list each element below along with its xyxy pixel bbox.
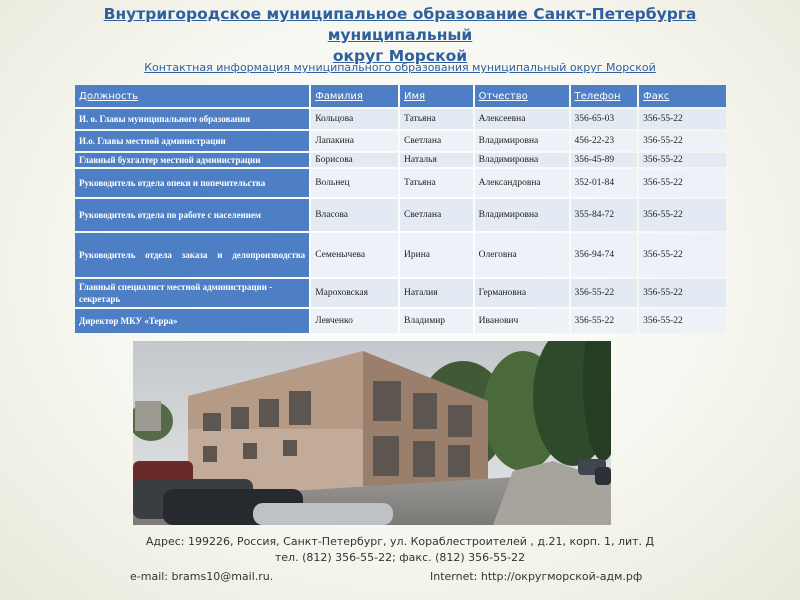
cell-phone: 356-94-74 <box>571 233 638 277</box>
page-title-line-1: Внутригородское муниципальное образование Санкт-Петербурга муниципальный <box>103 5 697 44</box>
cell-patronymic: Александровна <box>475 169 569 197</box>
cell-fax: 356-55-22 <box>639 279 726 307</box>
header-surname[interactable]: Фамилия <box>311 85 398 107</box>
table-row <box>75 199 726 231</box>
cell-name: Светлана <box>400 199 473 231</box>
header-phone[interactable]: Телефон <box>571 85 638 107</box>
header-position[interactable]: Должность <box>75 85 309 107</box>
table-row <box>75 233 726 277</box>
cell-position: Директор МКУ «Терра» <box>75 309 309 333</box>
header-name[interactable]: Имя <box>400 85 473 107</box>
table-header-row <box>75 85 726 107</box>
cell-phone: 356-55-22 <box>571 309 638 333</box>
cell-name: Наталия <box>400 279 473 307</box>
cell-name: Татьяна <box>400 169 473 197</box>
building-photo <box>133 341 611 525</box>
cell-surname: Лапакина <box>311 131 398 151</box>
cell-fax: 356-55-22 <box>639 309 726 333</box>
cell-patronymic: Владимировна <box>475 131 569 151</box>
cell-name: Татьяна <box>400 109 473 129</box>
cell-phone: 355-84-72 <box>571 199 638 231</box>
cell-patronymic: Алексеевна <box>475 109 569 129</box>
internet-text: Internet: http://округморской-адм.рф <box>430 570 643 583</box>
cell-name: Ирина <box>400 233 473 277</box>
address-line: Адрес: 199226, Россия, Санкт-Петербург, ул. Кораблестроителей , д.21, корп. 1, лит. Д <box>145 535 655 548</box>
cell-fax: 356-55-22 <box>639 131 726 151</box>
phone-fax-line: тел. (812) 356-55-22; факс. (812) 356-55-22 <box>274 551 526 564</box>
table-caption: Контактная информация муниципального образования муниципальный округ Морской <box>144 61 656 74</box>
cell-position: И. о. Главы муниципального образования <box>75 109 309 129</box>
cell-name: Светлана <box>400 131 473 151</box>
cell-fax: 356-55-22 <box>639 233 726 277</box>
cell-surname: Вольнец <box>311 169 398 197</box>
cell-patronymic: Германовна <box>475 279 569 307</box>
cell-surname: Власова <box>311 199 398 231</box>
cell-position: Руководитель отдела по работе с населением <box>75 199 309 231</box>
cell-name: Наталья <box>400 153 473 167</box>
cell-patronymic: Владимировна <box>475 153 569 167</box>
cell-position: Главный бухгалтер местной администрации <box>75 153 309 167</box>
cell-surname: Мароховская <box>311 279 398 307</box>
page-title-line-2: округ Морской <box>332 47 468 65</box>
header-patronymic[interactable]: Отчество <box>475 85 569 107</box>
cell-phone: 352-01-84 <box>571 169 638 197</box>
table-row <box>75 109 726 129</box>
table-row <box>75 131 726 151</box>
email-text: e-mail: brams10@mail.ru. <box>130 570 274 583</box>
cell-position: Руководитель отдела опеки и попечительства <box>75 169 309 197</box>
cell-position: Руководитель отдела заказа и делопроизводства <box>75 233 309 277</box>
cell-position: И.о. Главы местной администрации <box>75 131 309 151</box>
table-row <box>75 153 726 167</box>
cell-surname: Семенычева <box>311 233 398 277</box>
cell-position: Главный специалист местной администрации - секретарь <box>75 279 309 307</box>
cell-fax: 356-55-22 <box>639 109 726 129</box>
cell-phone: 356-55-22 <box>571 279 638 307</box>
cell-patronymic: Олеговна <box>475 233 569 277</box>
cell-phone: 356-65-03 <box>571 109 638 129</box>
cell-phone: 456-22-23 <box>571 131 638 151</box>
cell-surname: Борисова <box>311 153 398 167</box>
page-title <box>30 4 770 67</box>
contacts-table <box>73 83 728 335</box>
table-row <box>75 279 726 307</box>
cell-patronymic: Владимировна <box>475 199 569 231</box>
table-row <box>75 309 726 333</box>
cell-phone: 356-45-89 <box>571 153 638 167</box>
cell-fax: 356-55-22 <box>639 153 726 167</box>
cell-patronymic: Иванович <box>475 309 569 333</box>
cell-name: Владимир <box>400 309 473 333</box>
cell-fax: 356-55-22 <box>639 199 726 231</box>
cell-surname: Левченко <box>311 309 398 333</box>
cell-surname: Кольцова <box>311 109 398 129</box>
table-row <box>75 169 726 197</box>
cell-fax: 356-55-22 <box>639 169 726 197</box>
header-fax[interactable]: Факс <box>639 85 726 107</box>
